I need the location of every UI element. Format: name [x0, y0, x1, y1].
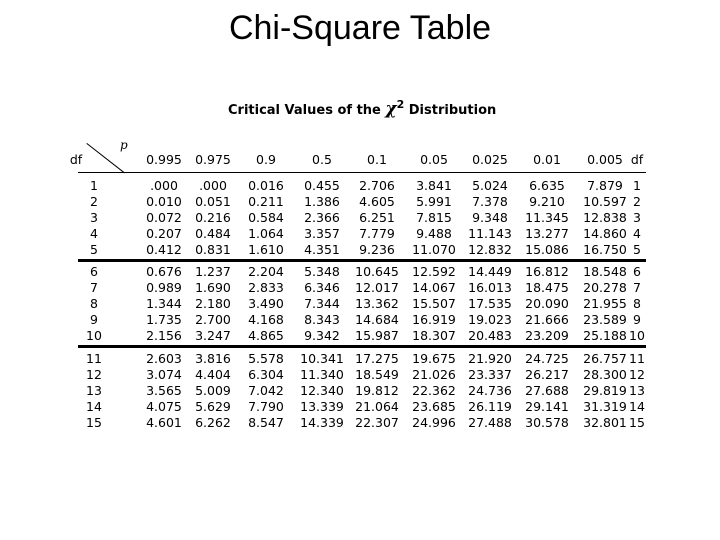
df-value-right: 3: [633, 210, 641, 225]
critical-value-cell: 8.343: [304, 312, 340, 327]
df-value-right: 15: [629, 415, 645, 430]
critical-value-cell: 14.339: [300, 415, 344, 430]
critical-value-cell: 30.578: [525, 415, 569, 430]
critical-value-cell: 23.589: [583, 312, 627, 327]
critical-value-cell: 3.357: [304, 226, 340, 241]
critical-value-cell: 0.016: [248, 178, 284, 193]
critical-value-cell: 23.685: [412, 399, 456, 414]
critical-value-cell: 13.339: [300, 399, 344, 414]
critical-value-cell: 21.064: [355, 399, 399, 414]
critical-value-cell: .000: [199, 178, 227, 193]
critical-value-cell: 1.386: [304, 194, 340, 209]
critical-value-cell: 12.017: [355, 280, 399, 295]
critical-value-cell: 0.010: [146, 194, 182, 209]
probability-header: 0.1: [367, 152, 387, 167]
critical-value-cell: 12.832: [468, 242, 512, 257]
critical-value-cell: 2.603: [146, 351, 182, 366]
critical-value-cell: 10.645: [355, 264, 399, 279]
critical-value-cell: 5.991: [416, 194, 452, 209]
critical-value-cell: 3.565: [146, 383, 182, 398]
probability-header: 0.975: [195, 152, 231, 167]
probability-header: 0.005: [587, 152, 623, 167]
critical-value-cell: 27.488: [468, 415, 512, 430]
critical-value-cell: 5.578: [248, 351, 284, 366]
critical-value-cell: 24.736: [468, 383, 512, 398]
critical-value-cell: 1.237: [195, 264, 231, 279]
critical-value-cell: 13.277: [525, 226, 569, 241]
critical-value-cell: 14.449: [468, 264, 512, 279]
critical-value-cell: 0.584: [248, 210, 284, 225]
df-value-left: 3: [90, 210, 98, 225]
critical-value-cell: 13.362: [355, 296, 399, 311]
critical-value-cell: 16.812: [525, 264, 569, 279]
critical-value-cell: 7.879: [587, 178, 623, 193]
critical-value-cell: 12.340: [300, 383, 344, 398]
critical-value-cell: 10.341: [300, 351, 344, 366]
critical-value-cell: 16.750: [583, 242, 627, 257]
critical-value-cell: 9.488: [416, 226, 452, 241]
critical-value-cell: 18.549: [355, 367, 399, 382]
df-value-left: 6: [90, 264, 98, 279]
critical-value-cell: 18.307: [412, 328, 456, 343]
critical-value-cell: 3.841: [416, 178, 452, 193]
critical-value-cell: 2.366: [304, 210, 340, 225]
page-title: Chi-Square Table: [228, 9, 492, 47]
critical-value-cell: 15.086: [525, 242, 569, 257]
df-value-right: 5: [633, 242, 641, 257]
critical-value-cell: 4.351: [304, 242, 340, 257]
critical-value-cell: 2.180: [195, 296, 231, 311]
critical-value-cell: 22.362: [412, 383, 456, 398]
critical-value-cell: .000: [150, 178, 178, 193]
critical-value-cell: 1.610: [248, 242, 284, 257]
critical-value-cell: 32.801: [583, 415, 627, 430]
critical-value-cell: 2.706: [359, 178, 395, 193]
critical-value-cell: 23.337: [468, 367, 512, 382]
critical-value-cell: 26.119: [468, 399, 512, 414]
critical-value-cell: 24.725: [525, 351, 569, 366]
critical-value-cell: 21.666: [525, 312, 569, 327]
critical-value-cell: 9.236: [359, 242, 395, 257]
critical-value-cell: 8.547: [248, 415, 284, 430]
critical-value-cell: 5.348: [304, 264, 340, 279]
critical-value-cell: 18.475: [525, 280, 569, 295]
critical-value-cell: 19.675: [412, 351, 456, 366]
critical-value-cell: 0.216: [195, 210, 231, 225]
critical-value-cell: 19.023: [468, 312, 512, 327]
critical-value-cell: 4.601: [146, 415, 182, 430]
df-header-left: df: [69, 152, 83, 167]
df-value-right: 1: [633, 178, 641, 193]
critical-value-cell: 4.865: [248, 328, 284, 343]
critical-value-cell: 4.168: [248, 312, 284, 327]
critical-value-cell: 0.412: [146, 242, 182, 257]
critical-value-cell: 11.070: [412, 242, 456, 257]
header-divider: [78, 172, 646, 173]
critical-value-cell: 0.211: [248, 194, 284, 209]
critical-value-cell: 11.345: [525, 210, 569, 225]
critical-value-cell: 19.812: [355, 383, 399, 398]
chi-superscript: 2: [396, 98, 405, 111]
df-value-right: 13: [629, 383, 645, 398]
probability-header: 0.01: [533, 152, 561, 167]
df-value-left: 8: [90, 296, 98, 311]
df-value-left: 10: [86, 328, 102, 343]
critical-value-cell: 26.757: [583, 351, 627, 366]
df-value-right: 10: [629, 328, 645, 343]
critical-value-cell: 17.275: [355, 351, 399, 366]
critical-value-cell: 12.592: [412, 264, 456, 279]
critical-value-cell: 1.344: [146, 296, 182, 311]
critical-value-cell: 6.346: [304, 280, 340, 295]
critical-value-cell: 7.378: [472, 194, 508, 209]
df-value-left: 14: [86, 399, 102, 414]
critical-value-cell: 29.819: [583, 383, 627, 398]
critical-value-cell: 6.635: [529, 178, 565, 193]
critical-value-cell: 24.996: [412, 415, 456, 430]
probability-label: p: [120, 138, 128, 152]
df-value-right: 4: [633, 226, 641, 241]
probability-header: 0.9: [256, 152, 276, 167]
critical-value-cell: 5.009: [195, 383, 231, 398]
critical-value-cell: 11.143: [468, 226, 512, 241]
critical-value-cell: 6.262: [195, 415, 231, 430]
critical-value-cell: 1.690: [195, 280, 231, 295]
critical-value-cell: 21.026: [412, 367, 456, 382]
df-value-right: 6: [633, 264, 641, 279]
critical-value-cell: 5.629: [195, 399, 231, 414]
df-header-right: df: [630, 152, 644, 167]
critical-value-cell: 2.156: [146, 328, 182, 343]
df-value-left: 7: [90, 280, 98, 295]
critical-value-cell: 6.251: [359, 210, 395, 225]
critical-value-cell: 0.989: [146, 280, 182, 295]
critical-value-cell: 7.790: [248, 399, 284, 414]
critical-value-cell: 9.348: [472, 210, 508, 225]
df-value-right: 11: [629, 351, 645, 366]
critical-value-cell: 15.987: [355, 328, 399, 343]
critical-value-cell: 14.684: [355, 312, 399, 327]
critical-value-cell: 27.688: [525, 383, 569, 398]
critical-value-cell: 4.605: [359, 194, 395, 209]
df-value-right: 8: [633, 296, 641, 311]
df-value-right: 9: [633, 312, 641, 327]
critical-value-cell: 0.484: [195, 226, 231, 241]
critical-value-cell: 7.779: [359, 226, 395, 241]
critical-value-cell: 0.051: [195, 194, 231, 209]
critical-value-cell: 25.188: [583, 328, 627, 343]
df-value-left: 12: [86, 367, 102, 382]
table-heading-suffix: Distribution: [408, 103, 497, 118]
group-divider-1: [78, 259, 646, 262]
critical-value-cell: 1.735: [146, 312, 182, 327]
df-value-right: 7: [633, 280, 641, 295]
critical-value-cell: 28.300: [583, 367, 627, 382]
critical-value-cell: 5.024: [472, 178, 508, 193]
critical-value-cell: 6.304: [248, 367, 284, 382]
critical-value-cell: 21.920: [468, 351, 512, 366]
df-value-right: 2: [633, 194, 641, 209]
df-value-left: 4: [90, 226, 98, 241]
critical-value-cell: 0.207: [146, 226, 182, 241]
critical-value-cell: 4.404: [195, 367, 231, 382]
df-value-left: 11: [86, 351, 102, 366]
critical-value-cell: 9.210: [529, 194, 565, 209]
critical-value-cell: 7.815: [416, 210, 452, 225]
df-value-right: 14: [629, 399, 645, 414]
df-value-left: 15: [86, 415, 102, 430]
critical-value-cell: 0.831: [195, 242, 231, 257]
critical-value-cell: 3.247: [195, 328, 231, 343]
critical-value-cell: 12.838: [583, 210, 627, 225]
critical-value-cell: 23.209: [525, 328, 569, 343]
probability-header: 0.995: [146, 152, 182, 167]
chi-symbol: χ: [385, 99, 397, 119]
critical-value-cell: 17.535: [468, 296, 512, 311]
critical-value-cell: 9.342: [304, 328, 340, 343]
critical-value-cell: 3.074: [146, 367, 182, 382]
critical-value-cell: 20.090: [525, 296, 569, 311]
critical-value-cell: 18.548: [583, 264, 627, 279]
table-heading: [228, 98, 518, 119]
critical-value-cell: 3.490: [248, 296, 284, 311]
critical-value-cell: 16.013: [468, 280, 512, 295]
critical-value-cell: 0.676: [146, 264, 182, 279]
probability-header: 0.5: [312, 152, 332, 167]
critical-value-cell: 22.307: [355, 415, 399, 430]
group-divider-2: [78, 345, 646, 348]
critical-value-cell: 0.072: [146, 210, 182, 225]
critical-value-cell: 2.204: [248, 264, 284, 279]
critical-value-cell: 3.816: [195, 351, 231, 366]
critical-value-cell: 7.344: [304, 296, 340, 311]
critical-value-cell: 21.955: [583, 296, 627, 311]
table-heading-prefix: Critical Values of the: [228, 103, 381, 118]
critical-value-cell: 31.319: [583, 399, 627, 414]
critical-value-cell: 15.507: [412, 296, 456, 311]
critical-value-cell: 10.597: [583, 194, 627, 209]
probability-header: 0.05: [420, 152, 448, 167]
df-value-left: 9: [90, 312, 98, 327]
critical-value-cell: 20.278: [583, 280, 627, 295]
df-value-right: 12: [629, 367, 645, 382]
critical-value-cell: 14.860: [583, 226, 627, 241]
critical-value-cell: 29.141: [525, 399, 569, 414]
critical-value-cell: 14.067: [412, 280, 456, 295]
critical-value-cell: 20.483: [468, 328, 512, 343]
probability-header: 0.025: [472, 152, 508, 167]
df-value-left: 5: [90, 242, 98, 257]
df-value-left: 13: [86, 383, 102, 398]
critical-value-cell: 4.075: [146, 399, 182, 414]
critical-value-cell: 7.042: [248, 383, 284, 398]
critical-value-cell: 16.919: [412, 312, 456, 327]
critical-value-cell: 11.340: [300, 367, 344, 382]
critical-value-cell: 1.064: [248, 226, 284, 241]
critical-value-cell: 2.833: [248, 280, 284, 295]
df-value-left: 2: [90, 194, 98, 209]
critical-value-cell: 26.217: [525, 367, 569, 382]
critical-value-cell: 2.700: [195, 312, 231, 327]
critical-value-cell: 0.455: [304, 178, 340, 193]
df-value-left: 1: [90, 178, 98, 193]
